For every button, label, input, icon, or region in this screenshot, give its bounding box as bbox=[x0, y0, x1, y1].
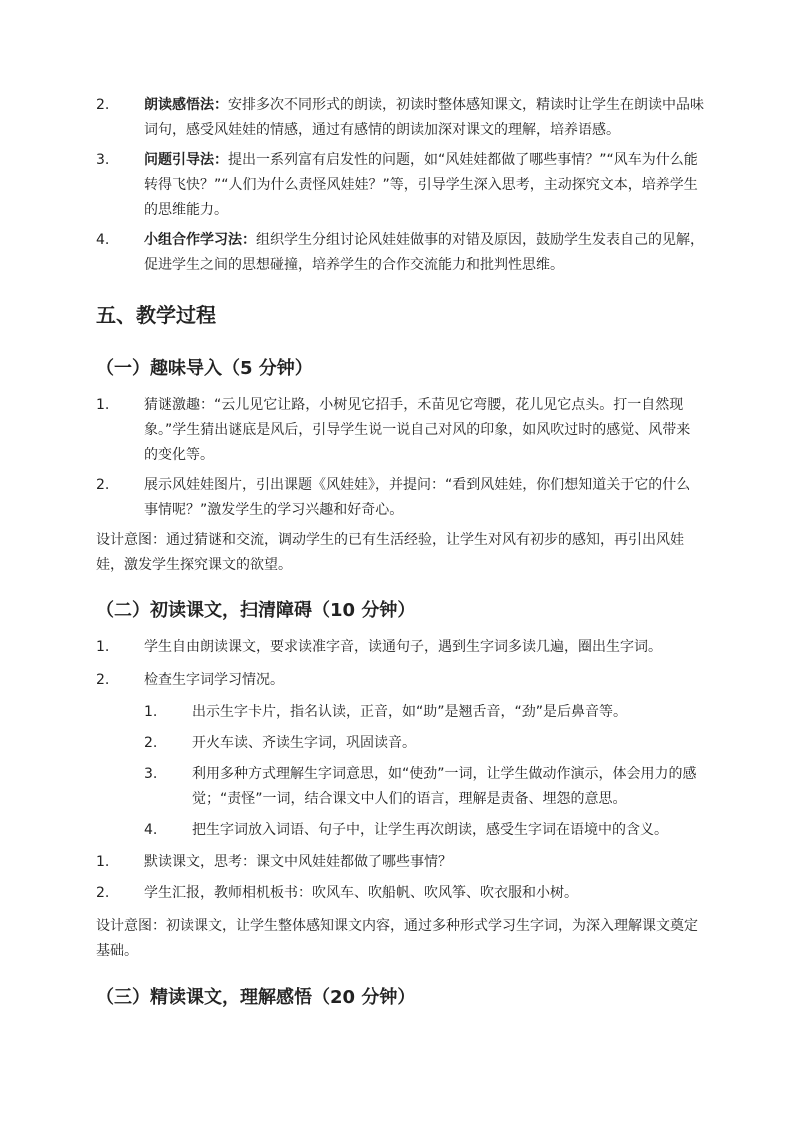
method-description: 组织学生分组讨论风娃娃做事的对错及原因，鼓励学生发表自己的见解，促进学生之间的思想碰撞，培养学生的合作交流能力和批判性思维。 bbox=[144, 232, 704, 273]
term-separator: ： bbox=[214, 97, 228, 113]
method-text bbox=[144, 228, 704, 278]
list-item bbox=[96, 473, 704, 523]
list-number: 2. bbox=[96, 97, 110, 113]
sub-list-item bbox=[144, 731, 704, 756]
list-number: 2. bbox=[96, 885, 110, 901]
method-item-3 bbox=[96, 148, 704, 223]
list-item bbox=[96, 881, 704, 906]
list-text: 学生汇报，教师相机板书：吹风车、吹船帆、吹风筝、吹衣服和小树。 bbox=[144, 885, 578, 901]
term-separator: ： bbox=[214, 152, 228, 168]
method-term: 小组合作学习法 bbox=[144, 232, 242, 248]
list-text: 默读课文，思考：课文中风娃娃都做了哪些事情？ bbox=[144, 854, 452, 870]
list-number: 4. bbox=[96, 232, 110, 248]
list-item bbox=[96, 668, 704, 693]
list-number: 3. bbox=[96, 152, 110, 168]
subsection-title-intro: （一）趣味导入（5 分钟） bbox=[96, 358, 313, 379]
method-term: 问题引导法 bbox=[144, 152, 214, 168]
method-term: 朗读感悟法 bbox=[144, 97, 214, 113]
list-number: 2. bbox=[144, 735, 158, 751]
list-number: 1. bbox=[96, 854, 110, 870]
list-item bbox=[96, 635, 704, 660]
list-number: 2. bbox=[96, 477, 110, 493]
method-description: 提出一系列富有启发性的问题，如“风娃娃都做了哪些事情？”“风车为什么能转得飞快？”“人们为什么责怪风娃娃？”等，引导学生深入思考，主动探究文本，培养学生的思维能力。 bbox=[144, 152, 698, 218]
list-number: 3. bbox=[144, 766, 158, 782]
list-number: 1. bbox=[96, 397, 110, 413]
method-item-2 bbox=[96, 93, 704, 143]
term-separator: ： bbox=[242, 232, 256, 248]
sub-list-item bbox=[144, 762, 704, 812]
design-intent-paragraph: 设计意图：初读课文，让学生整体感知课文内容，通过多种形式学习生字词，为深入理解课文奠定基础。 bbox=[96, 918, 698, 959]
list-text: 学生自由朗读课文，要求读准字音，读通句子，遇到生字词多读几遍，圈出生字词。 bbox=[144, 639, 662, 655]
list-number: 2. bbox=[96, 672, 110, 688]
list-item bbox=[96, 393, 704, 468]
method-description: 安排多次不同形式的朗读，初读时整体感知课文，精读时让学生在朗读中品味词句，感受风娃娃的情感，通过有感情的朗读加深对课文的理解，培养语感。 bbox=[144, 97, 704, 138]
list-text: 猜谜激趣：“云儿见它让路，小树见它招手，禾苗见它弯腰，花儿见它点头。打一自然现象。”学生猜出谜底是风后，引导学生说一说自己对风的印象，如风吹过时的感觉、风带来的变化等。 bbox=[144, 397, 691, 463]
sub-list-item bbox=[144, 700, 704, 725]
list-text: 开火车读、齐读生字词，巩固读音。 bbox=[192, 735, 416, 751]
list-text: 出示生字卡片，指名认读，正音，如“助”是翘舌音，“劲”是后鼻音等。 bbox=[192, 704, 628, 720]
sub-list-item bbox=[144, 818, 704, 843]
list-number: 4. bbox=[144, 822, 158, 838]
list-number: 1. bbox=[144, 704, 158, 720]
method-text bbox=[144, 148, 704, 223]
list-text: 展示风娃娃图片，引出课题《风娃娃》，并提问：“看到风娃娃，你们想知道关于它的什么事情呢？”激发学生的学习兴趣和好奇心。 bbox=[144, 477, 691, 518]
list-item bbox=[96, 850, 704, 875]
method-item-4 bbox=[96, 228, 704, 278]
list-text: 检查生字词学习情况。 bbox=[144, 672, 284, 688]
section-title: 五、教学过程 bbox=[96, 303, 216, 327]
method-text bbox=[144, 93, 704, 143]
list-text: 把生字词放入词语、句子中，让学生再次朗读，感受生字词在语境中的含义。 bbox=[192, 822, 668, 838]
design-intent-paragraph: 设计意图：通过猜谜和交流，调动学生的已有生活经验，让学生对风有初步的感知，再引出风娃娃，激发学生探究课文的欲望。 bbox=[96, 532, 684, 573]
list-number: 1. bbox=[96, 639, 110, 655]
subsection-title-close-reading: （三）精读课文，理解感悟（20 分钟） bbox=[96, 987, 416, 1008]
subsection-title-first-reading: （二）初读课文，扫清障碍（10 分钟） bbox=[96, 600, 416, 621]
list-text: 利用多种方式理解生字词意思，如“使劲”一词，让学生做动作演示，体会用力的感觉；“责怪”一词，结合课文中人们的语言，理解是责备、埋怨的意思。 bbox=[192, 766, 697, 807]
